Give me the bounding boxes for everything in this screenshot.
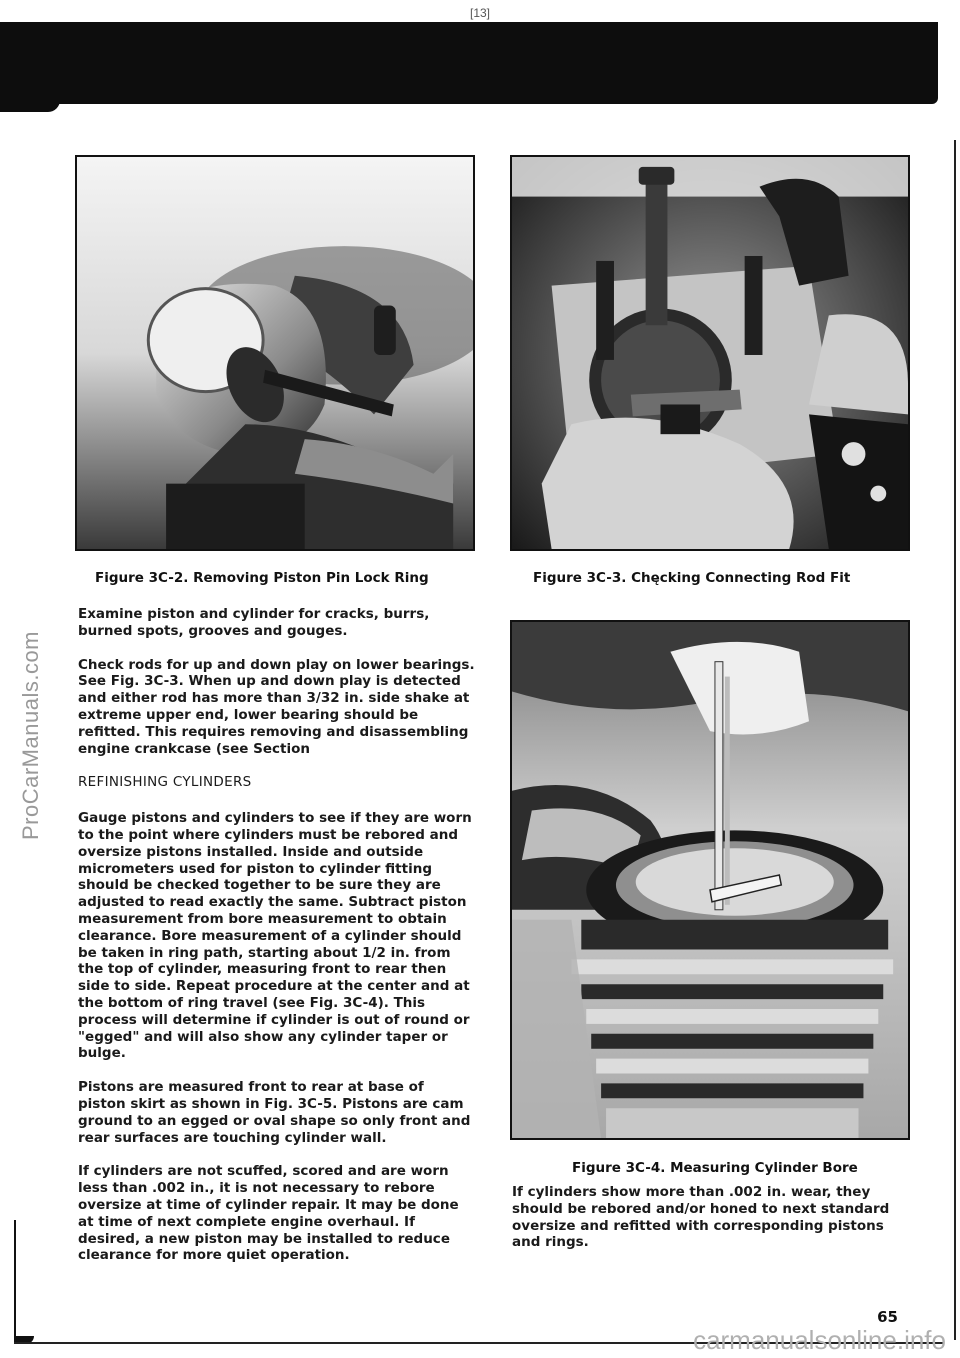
figure-3c-2-photo xyxy=(75,155,475,551)
page-reference: [13] xyxy=(469,6,490,20)
left-text-column xyxy=(78,606,476,1281)
right-text-column xyxy=(512,1184,910,1251)
side-watermark-text: ProCarManuals.com xyxy=(18,630,43,840)
left-margin-rule xyxy=(14,1220,16,1340)
paragraph-check-rods: Check rods for up and down play on lower bearings. See Fig. 3C-3. When up and down play is detected and either rod has more than 3/32 in. side shake at extreme upper end, lower bearing should be refitted. This requires removing and disassembling engine crankcase (see Section xyxy=(78,656,475,757)
paragraph-pistons-measured: Pistons are measured front to rear at base of piston skirt as shown in Fig. 3C-5. Pistons are cam ground to an egged or oval shape so only front and rear surfaces are touching cylinder wall. xyxy=(78,1079,471,1146)
paragraph-rebore-oversize: If cylinders show more than .002 in. wear, they should be rebored and/or honed to next standard oversize and refitted with corresponding pistons and rings. xyxy=(512,1184,890,1251)
figure-3c-3-photo xyxy=(510,155,910,551)
header-band xyxy=(0,22,938,104)
page-number: 65 xyxy=(877,1308,898,1326)
figure-3c-3-caption: Figure 3C-3. Chęcking Connecting Rod Fit xyxy=(533,570,851,586)
paragraph-not-scuffed: If cylinders are not scuffed, scored and are worn less than .002 in., it is not necessary to rebore oversize at time of cylinder repair. It may be done at time of next complete engine overhaul. If desired, a new piston may be installed to reduce clearance for more quiet operation. xyxy=(78,1163,459,1264)
bottom-watermark: carmanualsonline.info xyxy=(693,1325,946,1355)
paragraph-gauge-pistons: Gauge pistons and cylinders to see if they are worn to the point where cylinders must be rebored and oversize pistons installed. Inside and outside micrometers used for piston to cylinder fitting should be checked together to be sure they are adjusted to read exactly the same. Subtract piston measurement from bore measurement to obtain clearance. Bore measurement of a cylinder should be taken in ring path, starting about 1/2 in. from the top of cylinder, measuring front to rear then side to side. Repeat procedure at the center and at the bottom of ring travel (see Fig. 3C-4). This process will determine if cylinder is out of round or "egged" and will also show any cylinder taper or bulge. xyxy=(78,810,472,1062)
figure-3c-4-caption: Figure 3C-4. Measuring Cylinder Bore xyxy=(572,1160,858,1176)
paragraph-examine-piston: Examine piston and cylinder for cracks, burrs, burned spots, grooves and gouges. xyxy=(78,606,430,639)
figure-3c-2-caption: Figure 3C-2. Removing Piston Pin Lock Ring xyxy=(95,570,429,586)
right-margin-rule xyxy=(954,140,956,1340)
figure-3c-4-photo xyxy=(510,620,910,1140)
section-heading-refinishing-cylinders: REFINISHING CYLINDERS xyxy=(78,774,252,791)
